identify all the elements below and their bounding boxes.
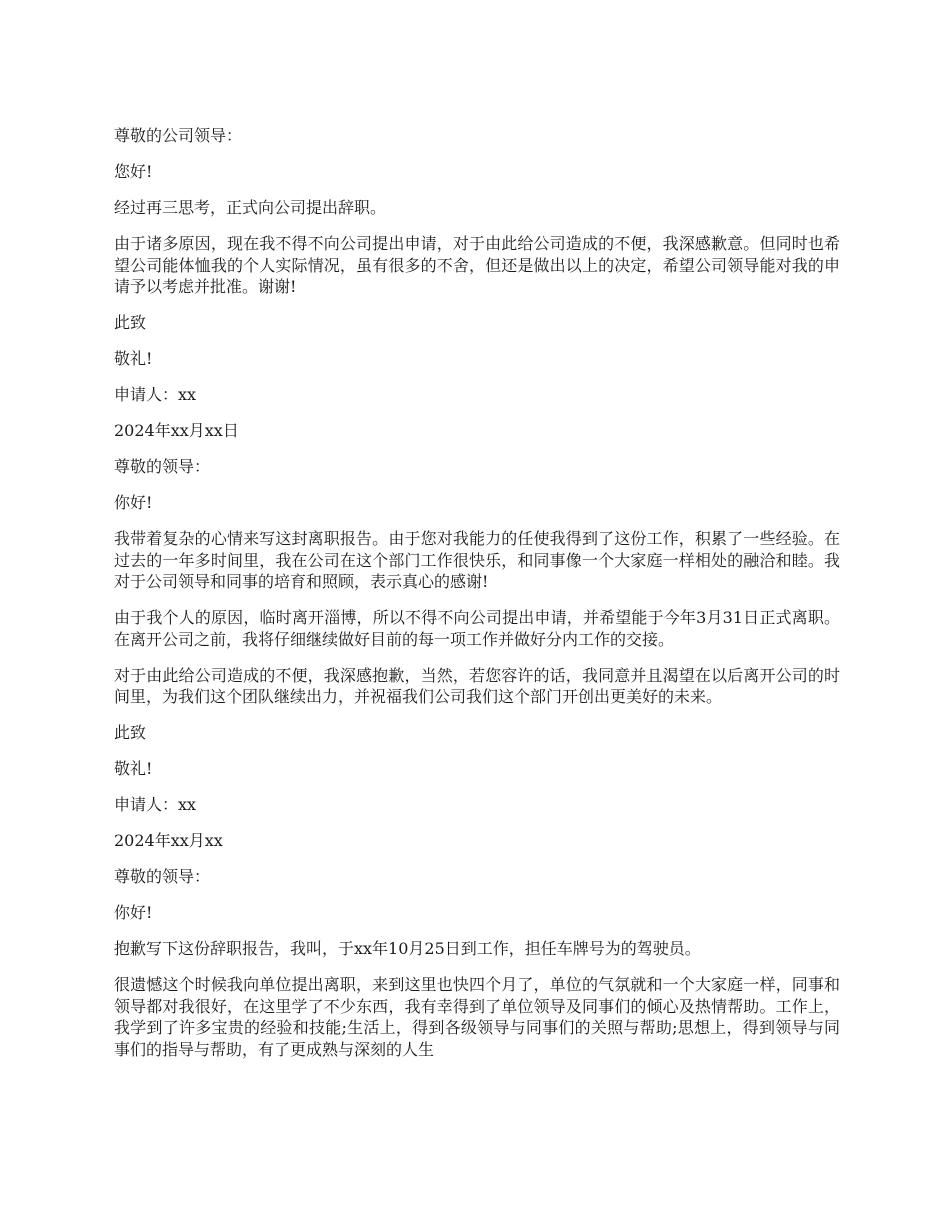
body-paragraph: 经过再三思考，正式向公司提出辞职。 — [114, 198, 387, 217]
salutation-3: 尊敬的领导： — [114, 867, 211, 886]
closing-regards: 敬礼! — [114, 759, 153, 778]
applicant-line: 申请人：xx — [114, 385, 197, 404]
body-paragraph: 对于由此给公司造成的不便，我深感抱歉，当然，若您容许的话，我同意并且渴望在以后离开公司的时间里，为我们这个团队继续出力，并祝福我们公司我们这个部门开创出更美好的未来。 — [114, 665, 840, 706]
greeting-2: 你好! — [114, 493, 153, 512]
salutation-1: 尊敬的公司领导： — [114, 126, 243, 145]
date-line: 2024年xx月xx日 — [114, 421, 239, 440]
salutation-2: 尊敬的领导： — [114, 457, 211, 476]
body-paragraph: 抱歉写下这份辞职报告，我叫，于xx年10月25日到工作，担任车牌号为的驾驶员。 — [114, 939, 701, 958]
greeting-3: 你好! — [114, 903, 153, 922]
date-line: 2024年xx月xx — [114, 831, 223, 850]
greeting-1: 您好! — [114, 162, 153, 181]
applicant-line: 申请人：xx — [114, 795, 197, 814]
closing-line: 此致 — [114, 313, 147, 332]
body-paragraph: 我带着复杂的心情来写这封离职报告。由于您对我能力的任使我得到了这份工作，积累了一些经验。在过去的一年多时间里，我在公司在这个部门工作很快乐，和同事像一个大家庭一样相处的融洽和睦。我对于公司领导和同事的培育和照顾，表示真心的感谢! — [114, 529, 840, 591]
body-paragraph: 由于我个人的原因，临时离开淄博，所以不得不向公司提出申请，并希望能于今年3月31日正式离职。在离开公司之前，我将仔细继续做好目前的每一项工作并做好分内工作的交接。 — [114, 608, 840, 649]
body-paragraph: 很遗憾这个时候我向单位提出离职，来到这里也快四个月了，单位的气氛就和一个大家庭一样，同事和领导都对我很好，在这里学了不少东西，我有幸得到了单位领导及同事们的倾心及热情帮助。工作上，我学到了许多宝贵的经验和技能;生活上，得到各级领导与同事们的关照与帮助;思想上，得到领导与同事们的指导与帮助，有了更成熟与深刻的人生 — [114, 975, 840, 1059]
closing-regards: 敬礼! — [114, 349, 153, 368]
body-paragraph: 由于诸多原因，现在我不得不向公司提出申请，对于由此给公司造成的不便，我深感歉意。但同时也希望公司能体恤我的个人实际情况，虽有很多的不舍，但还是做出以上的决定，希望公司领导能对我的申请予以考虑并批准。谢谢! — [114, 234, 840, 296]
closing-line: 此致 — [114, 723, 147, 742]
document-body — [114, 125, 840, 1075]
